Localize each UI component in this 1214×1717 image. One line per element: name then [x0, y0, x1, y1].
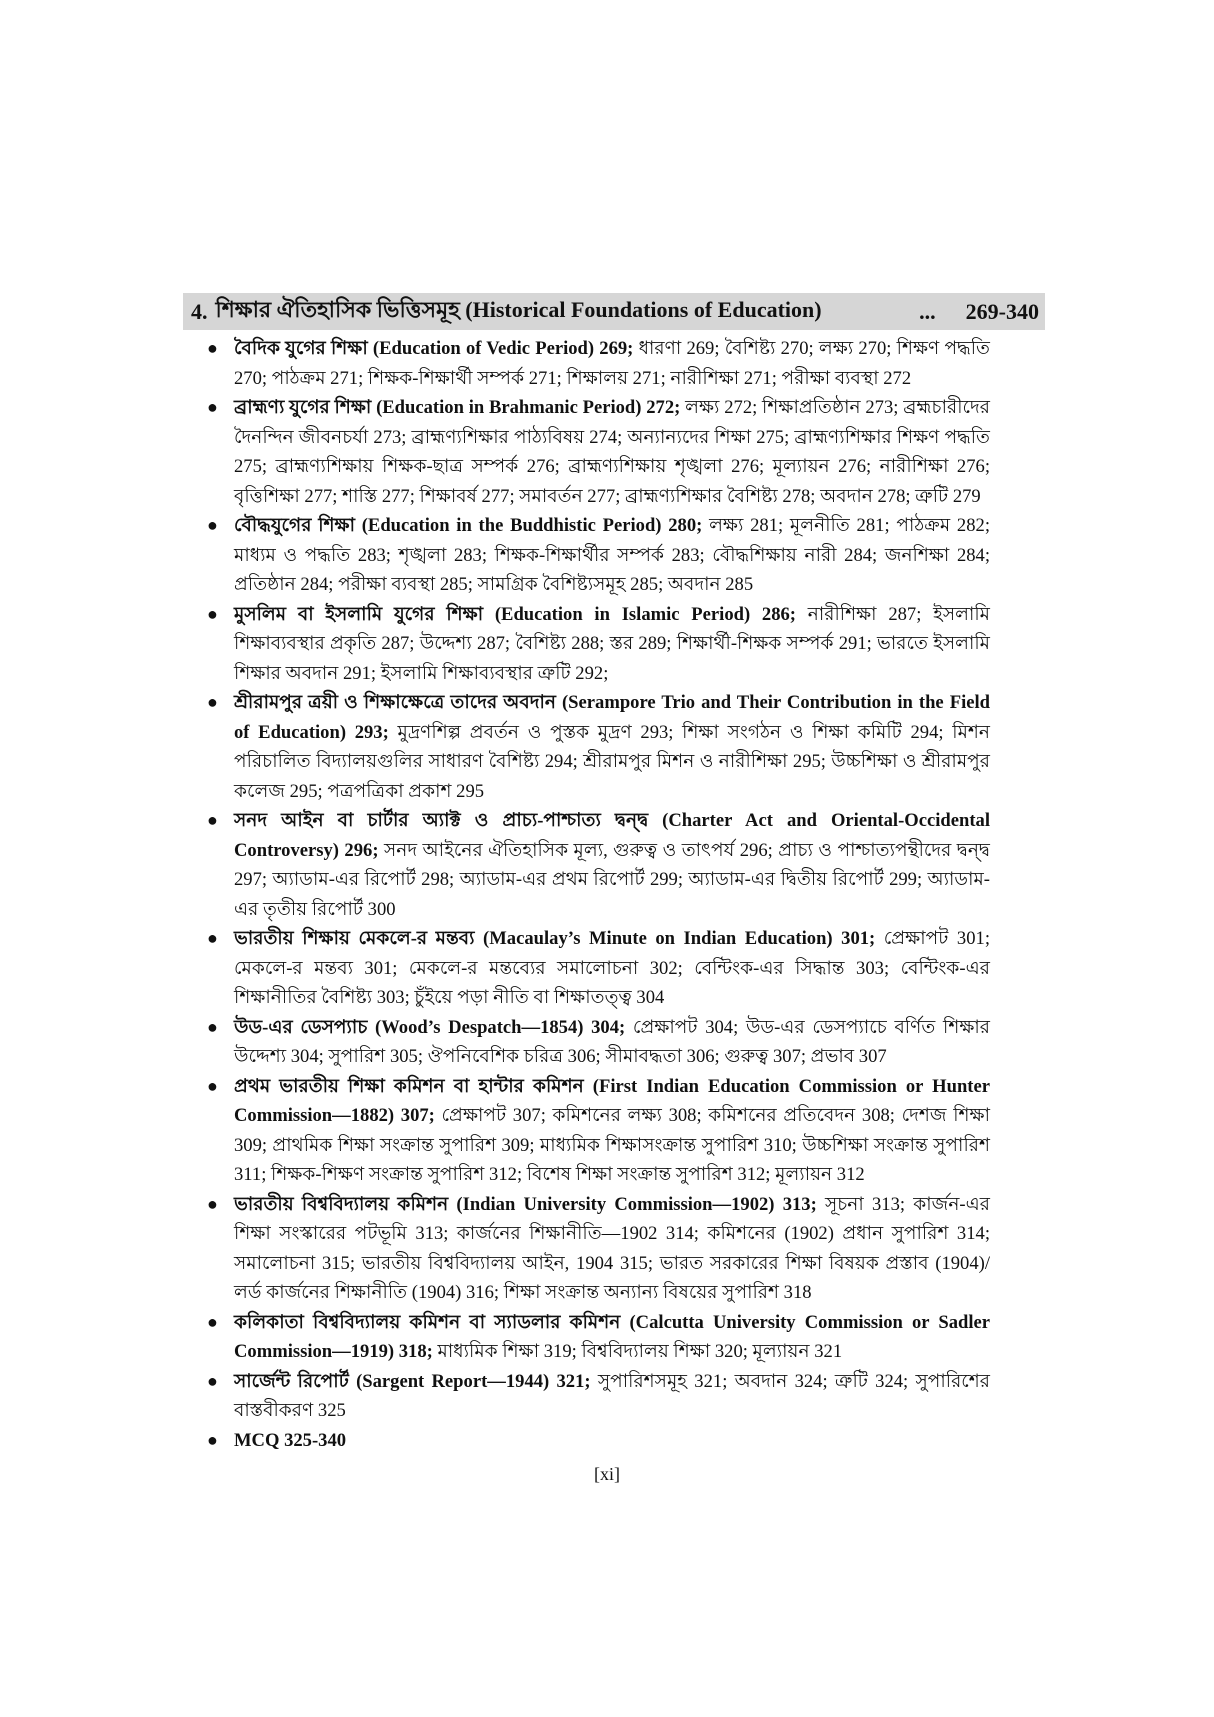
toc-entry — [207, 1072, 990, 1190]
toc-entry — [207, 334, 990, 393]
bullet-icon: ● — [207, 1311, 218, 1332]
entry-topics: প্রেক্ষাপট 304; উড-এর ডেসপ্যাচে বর্ণিত শিক্ষার উদ্দেশ্য 304; সুপারিশ 305; ঔপনিবেশিক চরিত্র 306; সীমাবদ্ধতা 306; গুরুত্ব 307; প্রভাব 307 — [234, 1016, 991, 1067]
entry-topics: সুপারিশসমূহ 321; অবদান 324; ত্রুটি 324; সুপারিশের বাস্তবীকরণ 325 — [234, 1370, 990, 1421]
chapter-number: 4. — [191, 298, 208, 324]
entry-topics: মাধ্যমিক শিক্ষা 319; বিশ্ববিদ্যালয় শিক্ষা 320; মূল্যায়ন 321 — [432, 1341, 843, 1362]
bullet-icon: ● — [207, 1370, 218, 1391]
entry-topics: নারীশিক্ষা 287; ইসলামি শিক্ষাব্যবস্থার প্রকৃতি 287; উদ্দেশ্য 287; বৈশিষ্ট্য 288; স্তর 289; শিক্ষার্থী-শিক্ষক সম্পর্ক 291; ভারতে ইসলামি শিক্ষার অবদান 291; ইসলামি শিক্ষাব্যবস্থার ত্রুটি 292; — [234, 603, 990, 684]
entry-heading: উড-এর ডেসপ্যাচ (Wood’s Despatch—1854) 304; — [234, 1016, 626, 1038]
entry-topics: সনদ আইনের ঐতিহাসিক মূল্য, গুরুত্ব ও তাৎপর্য 296; প্রাচ্য ও পাশ্চাত্যপন্থীদের দ্বন্দ্ব 297; অ্যাডাম-এর রিপোর্ট 298; অ্যাডাম-এর প্রথম রিপোর্ট 299; অ্যাডাম-এর দ্বিতীয় রিপোর্ট 299; অ্যাডাম-এর তৃতীয় রিপোর্ট 300 — [234, 839, 990, 920]
entry-heading: বৈদিক যুগের শিক্ষা (Education of Vedic Period) 269; — [234, 338, 634, 359]
entry-topics: সূচনা 313; কার্জন-এর শিক্ষা সংস্কারের পটভূমি 313; কার্জনের শিক্ষানীতি—1902 314; কমিশনের (1902) প্রধান সুপারিশ 314; সমালোচনা 315; ভারতীয় বিশ্ববিদ্যালয় আইন, 1904 315; ভারত সরকারের শিক্ষা বিষয়ক প্রস্তাব (1904)/লর্ড কার্জনের শিক্ষানীতি (1904) 316; শিক্ষা সংক্রান্ত অন্যান্য বিষয়ের সুপারিশ 318 — [234, 1193, 990, 1303]
entry-heading: ভারতীয় বিশ্ববিদ্যালয় কমিশন (Indian University Commission—1902) 313; — [234, 1193, 817, 1215]
entry-heading: ব্রাহ্মণ্য যুগের শিক্ষা (Education in Brahmanic Period) 272; — [234, 397, 681, 418]
entry-topics: প্রেক্ষাপট 301; মেকলে-র মন্তব্য 301; মেকলে-র মন্তব্যের সমালোচনা 302; বেন্টিংক-এর সিদ্ধান্ত 303; বেন্টিংক-এর শিক্ষানীতির বৈশিষ্ট্য 303; চুঁইয়ে পড়া নীতি বা শিক্ষাতত্ত্ব 304 — [234, 928, 990, 1008]
entry-heading: শ্রীরামপুর ত্রয়ী ও শিক্ষাক্ষেত্রে তাদের অবদান (Serampore Trio and Their Contribution in the Field of Education) 293; — [234, 692, 990, 743]
entry-heading: ভারতীয় শিক্ষায় মেকলে-র মন্তব্য (Macaulay’s Minute on Indian Education) 301; — [234, 928, 876, 949]
toc-entries — [207, 334, 990, 1455]
entry-heading: মুসলিম বা ইসলামি যুগের শিক্ষা (Education in Islamic Period) 286; — [234, 603, 796, 625]
chapter-page-range — [919, 299, 1039, 325]
toc-entry — [207, 1308, 990, 1367]
toc-entry — [207, 806, 990, 924]
entry-topics: ধারণা 269; বৈশিষ্ট্য 270; লক্ষ্য 270; শিক্ষণ পদ্ধতি 270; পাঠক্রম 271; শিক্ষক-শিক্ষার্থী সম্পর্ক 271; শিক্ষালয় 271; নারীশিক্ষা 271; পরীক্ষা ব্যবস্থা 272 — [234, 338, 990, 389]
entry-heading: MCQ 325-340 — [234, 1429, 347, 1451]
bullet-icon: ● — [207, 1429, 218, 1450]
toc-entry — [207, 600, 990, 689]
toc-entry — [207, 511, 990, 600]
page-number: [xi] — [594, 1464, 620, 1484]
bullet-icon: ● — [207, 603, 218, 624]
entry-topics: লক্ষ্য 281; মূলনীতি 281; পাঠক্রম 282; মাধ্যম ও পদ্ধতি 283; শৃঙ্খলা 283; শিক্ষক-শিক্ষার্থীর সম্পর্ক 283; বৌদ্ধশিক্ষায় নারী 284; জনশিক্ষা 284; প্রতিষ্ঠান 284; পরীক্ষা ব্যবস্থা 285; সামগ্রিক বৈশিষ্ট্যসমূহ 285; অবদান 285 — [234, 515, 990, 595]
entry-topics: প্রেক্ষাপট 307; কমিশনের লক্ষ্য 308; কমিশনের প্রতিবেদন 308; দেশজ শিক্ষা 309; প্রাথমিক শিক্ষা সংক্রান্ত সুপারিশ 309; মাধ্যমিক শিক্ষাসংক্রান্ত সুপারিশ 310; উচ্চশিক্ষা সংক্রান্ত সুপারিশ 311; শিক্ষক-শিক্ষণ সংক্রান্ত সুপারিশ 312; বিশেষ শিক্ষা সংক্রান্ত সুপারিশ 312; মূল্যায়ন 312 — [234, 1105, 990, 1185]
toc-entry — [207, 924, 990, 1013]
entry-heading: কলিকাতা বিশ্ববিদ্যালয় কমিশন বা স্যাডলার কমিশন (Calcutta University Commission or Sadler Commission—1919) 318; — [234, 1311, 990, 1362]
entry-topics: মুদ্রণশিল্প প্রবর্তন ও পুস্তক মুদ্রণ 293; শিক্ষা সংগঠন ও শিক্ষা কমিটি 294; মিশন পরিচালিত বিদ্যালয়গুলির সাধারণ বৈশিষ্ট্য 294; শ্রীরামপুর মিশন ও নারীশিক্ষা 295; উচ্চশিক্ষা ও শ্রীরামপুর কলেজ 295; পত্রপত্রিকা প্রকাশ 295 — [234, 721, 990, 802]
bullet-icon: ● — [207, 692, 218, 712]
bullet-icon: ● — [207, 1075, 218, 1096]
bullet-icon: ● — [207, 338, 218, 358]
entry-heading: সনদ আইন বা চার্টার অ্যাক্ট ও প্রাচ্য-পাশ্চাত্য দ্বন্দ্ব (Charter Act and Oriental-Occidental Controversy) 296; — [234, 810, 990, 861]
leader-dots: ... — [919, 298, 936, 324]
toc-entry — [207, 1190, 990, 1308]
entry-heading: প্রথম ভারতীয় শিক্ষা কমিশন বা হান্টার কমিশন (First Indian Education Commission or Hunter Commission—1882) 307; — [234, 1075, 990, 1126]
bullet-icon: ● — [207, 515, 218, 535]
entry-heading: বৌদ্ধযুগের শিক্ষা (Education in the Buddhistic Period) 280; — [234, 515, 703, 536]
bullet-icon: ● — [207, 1016, 218, 1037]
entry-heading: সার্জেন্ট রিপোর্ট (Sargent Report—1944) 321; — [234, 1370, 591, 1392]
toc-entry — [207, 393, 990, 511]
toc-entry — [207, 688, 990, 806]
chapter-header — [183, 293, 1045, 330]
bullet-icon: ● — [207, 397, 218, 417]
chapter-pages: 269-340 — [965, 298, 1039, 324]
chapter-title: শিক্ষার ঐতিহাসিক ভিত্তিসমূহ (Historical Foundations of Education) — [215, 297, 822, 322]
bullet-icon: ● — [207, 810, 218, 830]
toc-entry — [207, 1367, 990, 1426]
toc-entry — [207, 1013, 990, 1072]
toc-entry — [207, 1426, 990, 1456]
entry-topics: লক্ষ্য 272; শিক্ষাপ্রতিষ্ঠান 273; ব্রহ্মচারীদের দৈনন্দিন জীবনচর্যা 273; ব্রাহ্মণ্যশিক্ষার পাঠ্যবিষয় 274; অন্যান্যদের শিক্ষা 275; ব্রাহ্মণ্যশিক্ষার শিক্ষণ পদ্ধতি 275; ব্রাহ্মণ্যশিক্ষায় শিক্ষক-ছাত্র সম্পর্ক 276; ব্রাহ্মণ্যশিক্ষায় শৃঙ্খলা 276; মূল্যায়ন 276; নারীশিক্ষা 276; বৃত্তিশিক্ষা 277; শাস্তি 277; শিক্ষাবর্ষ 277; সমাবর্তন 277; ব্রাহ্মণ্যশিক্ষার বৈশিষ্ট্য 278; অবদান 278; ত্রুটি 279 — [234, 397, 990, 507]
bullet-icon: ● — [207, 928, 218, 948]
bullet-icon: ● — [207, 1193, 218, 1214]
